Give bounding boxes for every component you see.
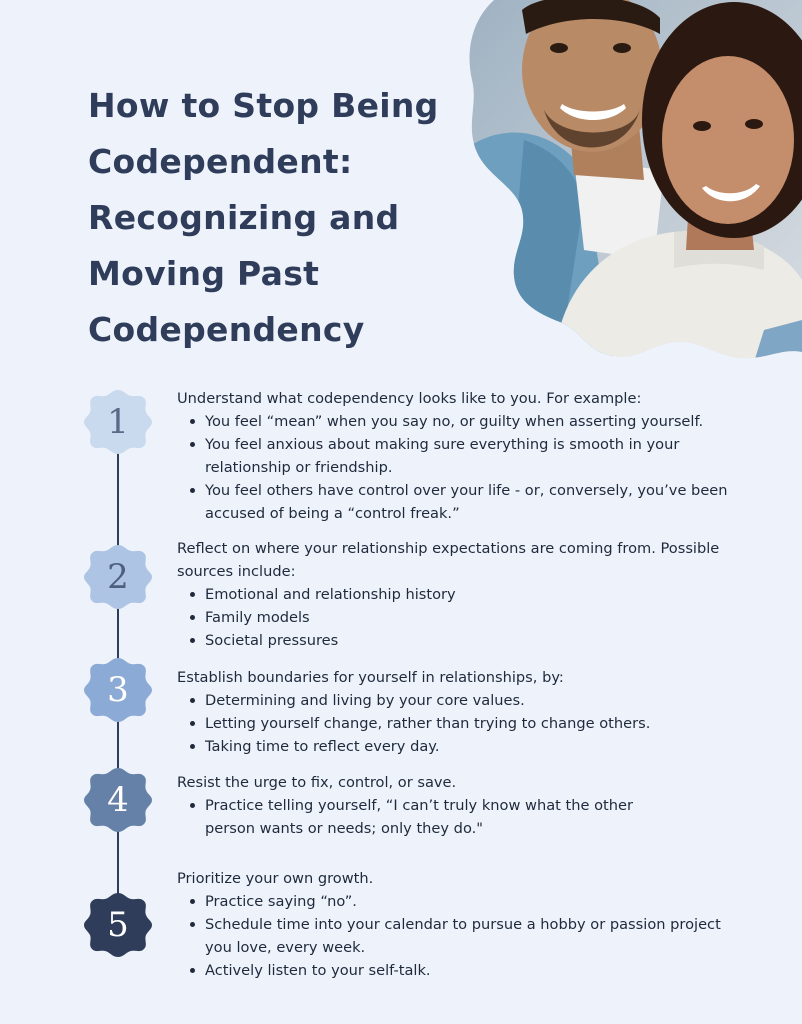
- step-intro: Establish boundaries for yourself in relationships, by:: [177, 669, 564, 686]
- step-2: [177, 537, 722, 652]
- step-number: 4: [107, 780, 129, 820]
- bullet-item: Determining and living by your core values.: [205, 689, 737, 712]
- title-line: Codependent:: [88, 142, 353, 181]
- step-5: [177, 867, 737, 982]
- step-1: [177, 387, 737, 525]
- bullet-item: Actively listen to your self-talk.: [205, 959, 737, 982]
- bullet-item: Taking time to reflect every day.: [205, 735, 737, 758]
- step-badge-3: [84, 656, 152, 724]
- title-line: How to Stop Being: [88, 86, 439, 125]
- bullet-item: You feel others have control over your life - or, conversely, you’ve been accused of being a “control freak.”: [205, 479, 737, 525]
- title-line: Moving Past: [88, 254, 320, 293]
- step-badge-2: [84, 543, 152, 611]
- bullet-item: Emotional and relationship history: [205, 583, 722, 606]
- step-bullets: [177, 689, 737, 758]
- step-bullets: [177, 890, 737, 982]
- step-badge-5: [84, 891, 152, 959]
- title-line: Recognizing and: [88, 198, 400, 237]
- page-title: [88, 78, 448, 358]
- step-bullets: [177, 583, 722, 652]
- step-number: 1: [107, 402, 129, 442]
- bullet-item: Schedule time into your calendar to pursue a hobby or passion project you love, every week.: [205, 913, 737, 959]
- bullet-item: You feel anxious about making sure everything is smooth in your relationship or friendship.: [205, 433, 737, 479]
- step-3: [177, 666, 737, 758]
- bullet-item: Practice saying “no”.: [205, 890, 737, 913]
- step-number: 3: [107, 670, 129, 710]
- bullet-item: Societal pressures: [205, 629, 722, 652]
- step-bullets: [177, 794, 677, 840]
- step-intro: Prioritize your own growth.: [177, 870, 374, 887]
- bullet-item: You feel “mean” when you say no, or guilty when asserting yourself.: [205, 410, 737, 433]
- step-badge-1: [84, 388, 152, 456]
- step-number: 5: [107, 905, 129, 945]
- step-badge-4: [84, 766, 152, 834]
- step-intro: Understand what codependency looks like to you. For example:: [177, 390, 642, 407]
- couple-photo: [464, 0, 802, 362]
- step-intro: Reflect on where your relationship expectations are coming from. Possible sources include:: [177, 540, 720, 580]
- step-intro: Resist the urge to fix, control, or save.: [177, 774, 457, 791]
- bullet-item: Family models: [205, 606, 722, 629]
- step-bullets: [177, 410, 737, 525]
- bullet-item: Letting yourself change, rather than trying to change others.: [205, 712, 737, 735]
- bullet-item: Practice telling yourself, “I can’t truly know what the other person wants or needs; only they do.": [205, 794, 677, 840]
- step-number: 2: [107, 557, 129, 597]
- step-4: [177, 771, 677, 840]
- title-line: Codependency: [88, 310, 365, 349]
